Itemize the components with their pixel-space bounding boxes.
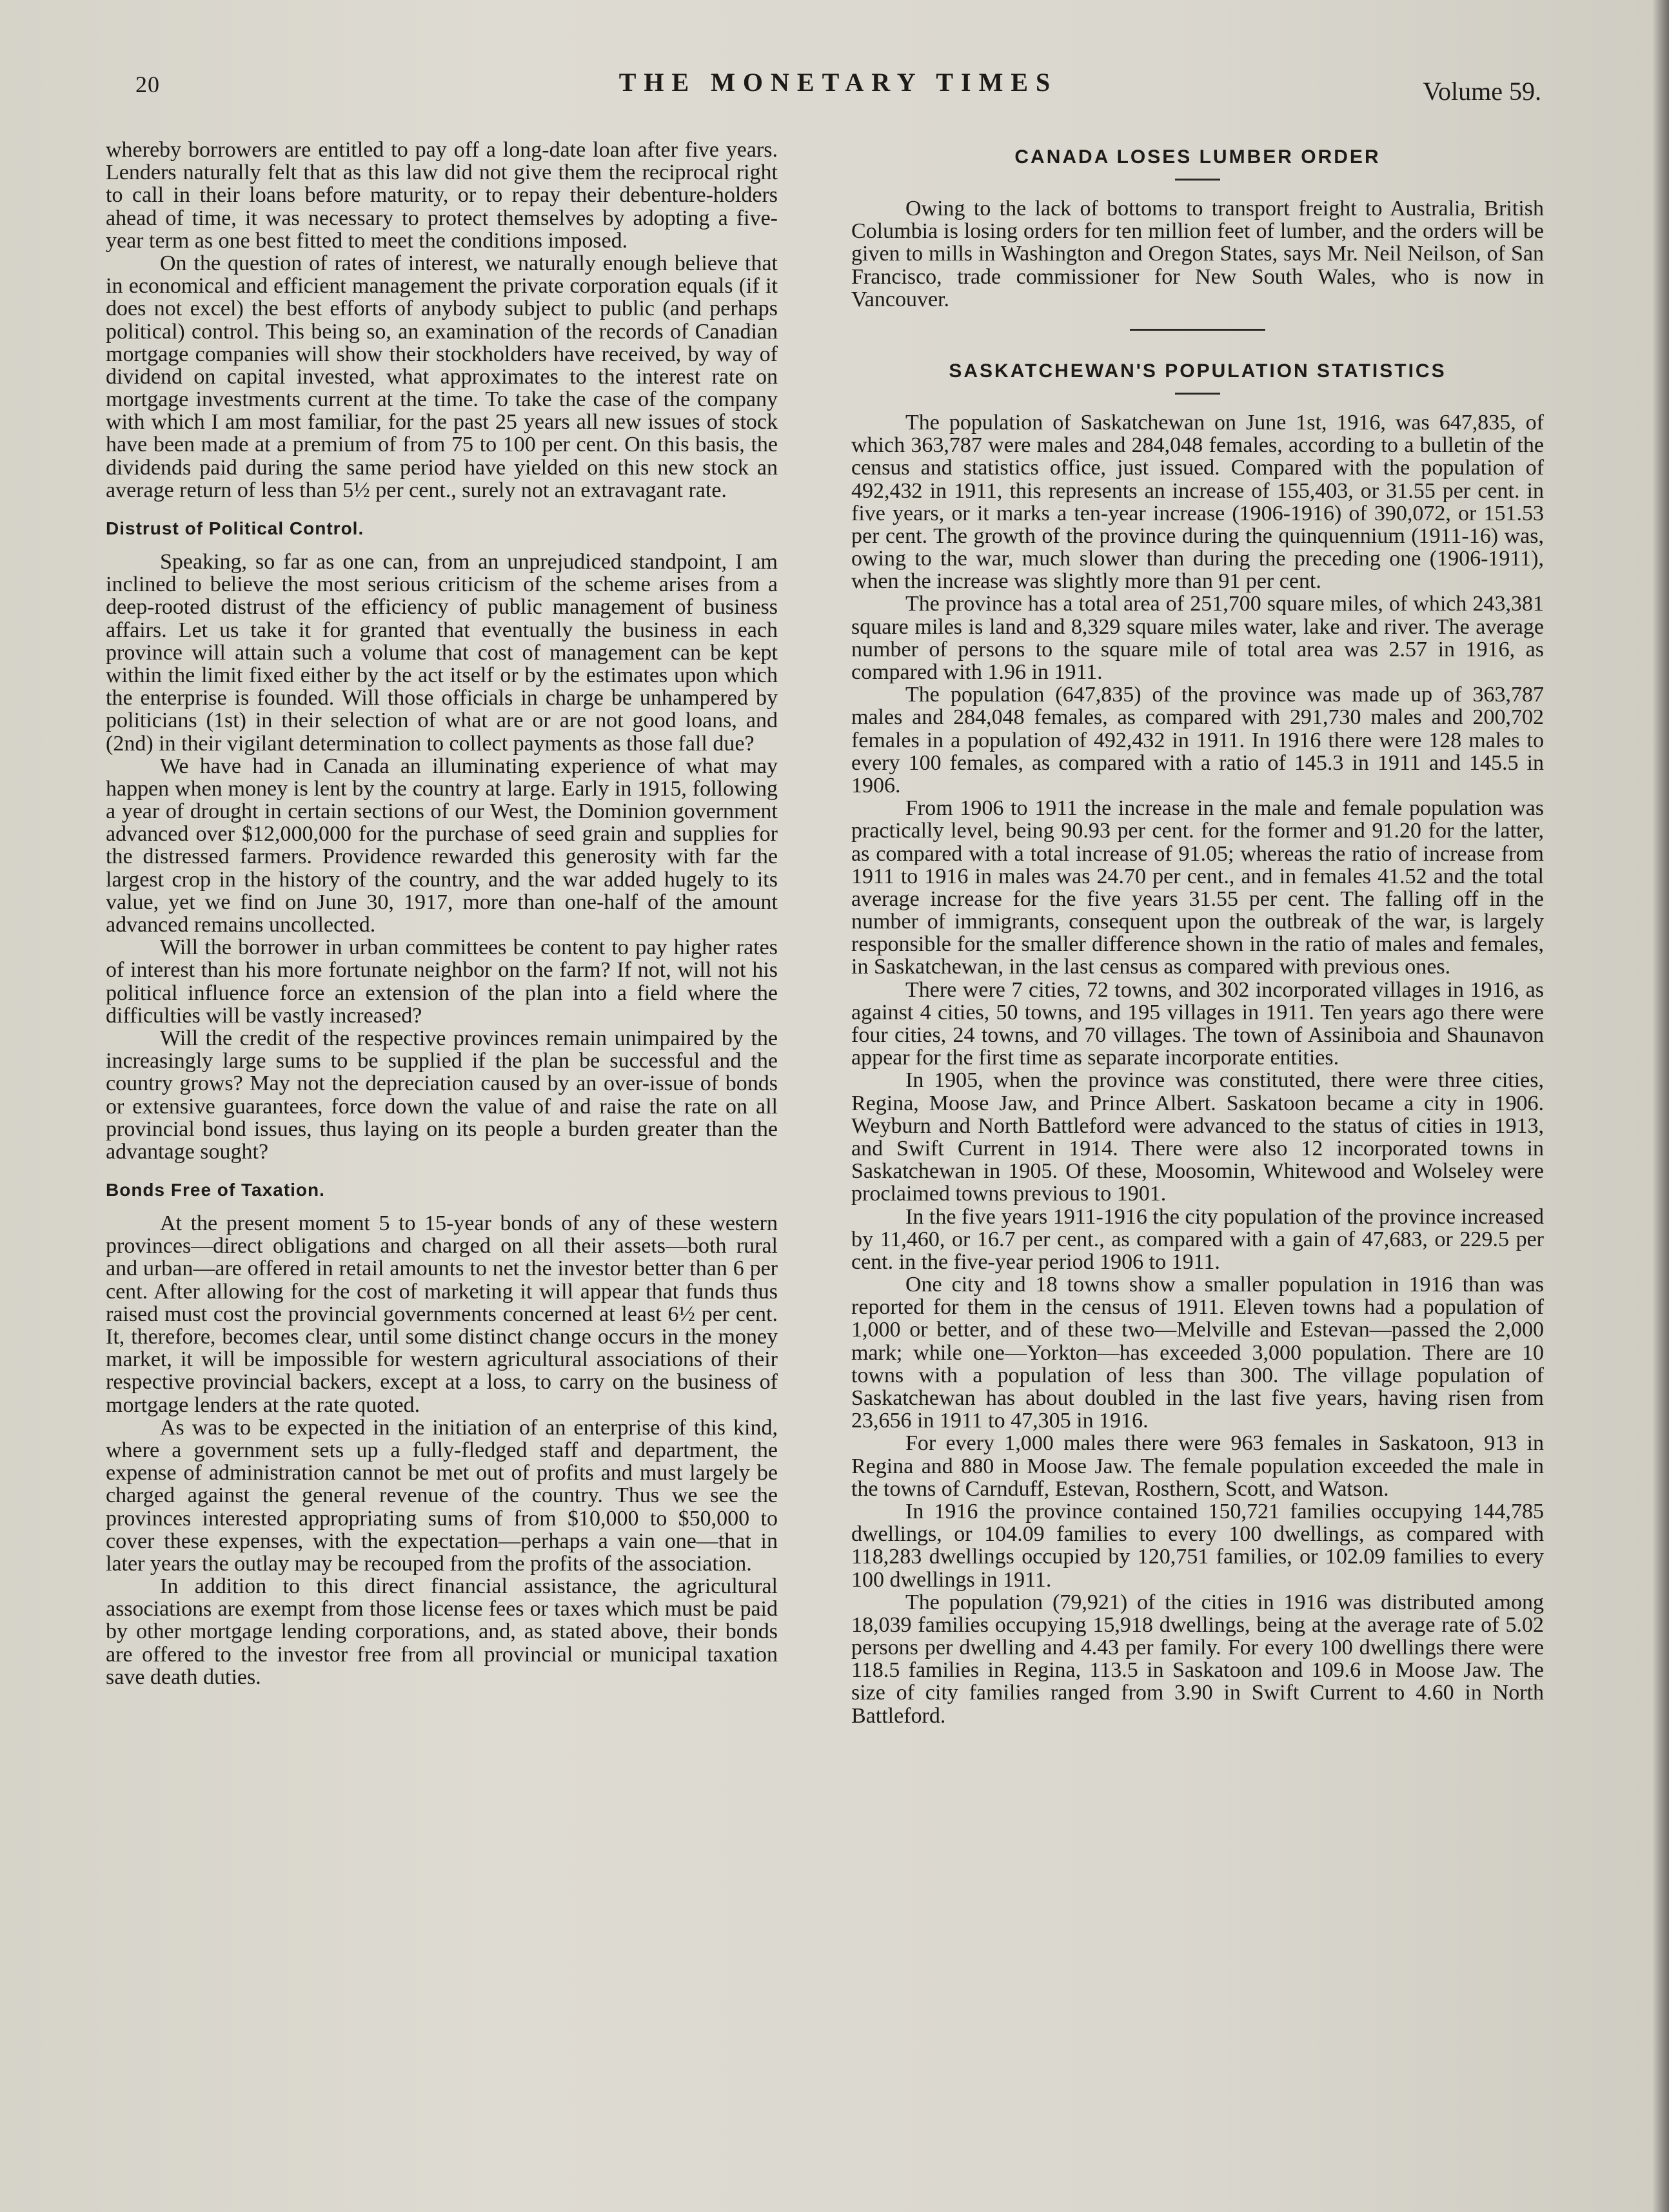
paragraph: Owing to the lack of bottoms to transport freight to Australia, British Columbia is losing orders for ten million feet of lumber, and the orders will be given to mills in Washington and Oregon States, says Mr. Neil Neilson, of San Francisco, trade commissioner for New South Wales, who is now in Vancouver. <box>851 197 1544 311</box>
paragraph: The population (79,921) of the cities in 1916 was distributed among 18,039 families occupying 15,918 dwellings, being at the average rate of 5.02 persons per dwelling and 4.43 per family. For every 100 dwellings there were 118.5 families in Regina, 113.5 in Saskatoon and 109.6 in Moose Jaw. The size of city families ranged from 3.90 in Swift Current to 4.60 in North Battleford. <box>851 1590 1544 1728</box>
paragraph: There were 7 cities, 72 towns, and 302 incorporated villages in 1916, as against 4 cities, 50 towns, and 195 villages in 1911. Ten years ago there were four cities, 24 towns, and 70 villages. The town of Assiniboia and Shaunavon appear for the first time as separate incorporate entities. <box>851 977 1544 1070</box>
article-divider <box>1130 329 1265 331</box>
paragraph: From 1906 to 1911 the increase in the male and female population was practically level, being 90.93 per cent. for the former and 91.20 for the latter, as compared with a total increase of 91.05; whereas the ratio of increase from 1911 to 1916 in males was 24.70 per cent., and in females 41.52 and the total average increase for the five years 31.55 per cent. The falling off in the number of immigrants, consequent upon the outbreak of the war, is largely responsible for the smaller difference shown in the ratio of males and females, in Saskatchewan, in the last census as compared with previous ones. <box>851 796 1544 979</box>
paragraph: One city and 18 towns show a smaller population in 1916 than was reported for them in the census of 1911. Eleven towns had a population of 1,000 or better, and of these two—Melville and Estevan—passed the 2,000 mark; while one—Yorkton—has exceeded 3,000 population. There are 10 towns with a population of less than 300. The village population of Saskatchewan has about doubled in the last five years, having risen from 23,656 in 1911 to 47,305 in 1916. <box>851 1273 1544 1433</box>
paragraph: In 1916 the province contained 150,721 families occupying 144,785 dwellings, or 104.09 families to every 100 dwellings, as compared with 118,283 dwellings occupied by 120,751 families, or 102.09 families to every 100 dwellings in 1911. <box>851 1499 1544 1592</box>
paragraph: On the question of rates of interest, we naturally enough believe that in economical and efficient management the private corporation equals (if it does not excel) the best efforts of anybody subject to public (and perhaps political) control. This being so, an examination of the records of Canadian mortgage companies will show their stockholders have received, by way of dividend on capital invested, what approximates to the interest rate on mortgage investments current at the time. To take the case of the company with which I am most familiar, for the past 25 years all new issues of stock have been made at a premium of from 75 to 100 per cent. On this basis, the dividends paid during the same period have yielded on this new stock an average return of less than 5½ per cent., surely not an extravagant rate. <box>106 251 778 502</box>
paragraph: The population of Saskatchewan on June 1st, 1916, was 647,835, of which 363,787 were males and 284,048 females, according to a bulletin of the census and statistics office, just issued. Compared with the population of 492,432 in 1911, this represents an increase of 155,403, or 31.55 per cent. in five years, or it marks a ten-year increase (1906-1916) of 390,072, or 151.53 per cent. The growth of the province during the quinquennium (1911-16) was, owing to the war, much slower than during the preceding one (1906-1911), when the increase was slightly more than 91 per cent. <box>851 410 1544 594</box>
paragraph: whereby borrowers are entitled to pay off a long-date loan after five years. Lenders naturally felt that as this law did not give them the reciprocal right to call in their loans before maturity, or to repay their debenture-holders ahead of time, it was necessary to protect themselves by adopting a five-year term as one best fitted to meet the conditions imposed. <box>106 138 778 253</box>
paragraph: Will the borrower in urban committees be content to pay higher rates of interest than his more fortunate neighbor on the farm? If not, will not his political influence force an extension of the plan into a field where the difficulties will be vastly increased? <box>106 935 778 1028</box>
article-headline: SASKATCHEWAN'S POPULATION STATISTICS <box>949 360 1447 382</box>
paragraph: Will the credit of the respective provinces remain unimpaired by the increasingly large sums to be supplied if the plan be successful and the country grows? May not the depreciation caused by an over-issue of bonds or extensive guarantees, force down the value of and raise the rate on all provincial bond issues, thus laying on its people a burden greater than the advantage sought? <box>106 1026 778 1164</box>
headline-rule <box>1175 393 1220 395</box>
volume-label: Volume 59. <box>1423 77 1541 106</box>
paragraph: Speaking, so far as one can, from an unprejudiced standpoint, I am inclined to believe the most serious criticism of the scheme arises from a deep-rooted distrust of the efficiency of public management of business affairs. Let us take it for granted that eventually the business in each province will attain such a volume that cost of management can be kept within the limit fixed either by the act itself or by the estimates upon which the enterprise is founded. Will those officials in charge be unhampered by politicians (1st) in their selection of what are or are not good loans, and (2nd) in their vigilant determination to collect payments as those fall due? <box>106 550 778 756</box>
section-subhead: Distrust of Political Control. <box>106 518 364 538</box>
article-headline: CANADA LOSES LUMBER ORDER <box>1014 146 1381 168</box>
paragraph: In the five years 1911-1916 the city population of the province increased by 11,460, or 16.7 per cent., as compared with a gain of 47,683, or 229.5 per cent. in the five-year period 1906 to 1911. <box>851 1204 1544 1274</box>
paragraph: The population (647,835) of the province was made up of 363,787 males and 284,048 females, as compared with 291,730 males and 200,702 females in a population of 492,432 in 1911. In 1916 there were 128 males to every 100 females, as compared with a ratio of 145.3 in 1911 and 145.5 in 1906. <box>851 683 1544 798</box>
paragraph: As was to be expected in the initiation of an enterprise of this kind, where a government sets up a fully-fledged staff and department, the expense of administration cannot be met out of profits and must largely be charged against the general revenue of the country. Thus we see the provinces interested appropriating sums of from $10,000 to $50,000 to cover these expenses, with the expectation—perhaps a vain one—that in later years the outlay may be recouped from the profits of the association. <box>106 1415 778 1576</box>
paragraph: We have had in Canada an illuminating experience of what may happen when money is lent by the country at large. Early in 1915, following a year of drought in certain sections of our West, the Dominion government advanced over $12,000,000 for the purchase of seed grain and supplies for the distressed farmers. Providence rewarded this generosity with far the largest crop in the history of the country, and the war added hugely to its value, yet we find on June 30, 1917, more than one-half of the amount advanced remains uncollected. <box>106 754 778 937</box>
paragraph: In 1905, when the province was constituted, there were three cities, Regina, Moose Jaw, and Prince Albert. Saskatoon became a city in 1906. Weyburn and North Battleford were advanced to the status of cities in 1913, and Swift Current in 1914. There were also 12 incorporated towns in Saskatchewan in 1905. Of these, Moosomin, Whitewood and Wolseley were proclaimed towns previous to 1901. <box>851 1068 1544 1206</box>
right-column <box>851 139 1544 1727</box>
paragraph: For every 1,000 males there were 963 females in Saskatoon, 913 in Regina and 880 in Moose Jaw. The female population exceeded the male in the towns of Carnduff, Estevan, Rosthern, Scott, and Watson. <box>851 1431 1544 1501</box>
page-number: 20 <box>135 72 160 97</box>
section-subhead: Bonds Free of Taxation. <box>106 1180 325 1200</box>
left-column <box>106 139 778 1688</box>
running-head <box>135 67 1541 106</box>
paragraph: In addition to this direct financial assistance, the agricultural associations are exempt from those license fees or taxes which must be paid by other mortgage lending corporations, and, as stated above, their bonds are offered to the investor free from all provincial or municipal taxation save death duties. <box>106 1574 778 1689</box>
page-edge-shadow <box>1652 0 1669 2212</box>
paragraph: At the present moment 5 to 15-year bonds of any of these western provinces—direct obligations and charged on all their assets—both rural and urban—are offered in retail amounts to net the investor better than 6 per cent. After allowing for the cost of marketing it will appear that funds thus raised must cost the provincial governments concerned at least 6½ per cent. It, therefore, becomes clear, until some distinct change occurs in the money market, it will be impossible for western agricultural associations of their respective provincial backers, except at a loss, to carry on the business of mortgage lenders at the rate quoted. <box>106 1211 778 1417</box>
paragraph: The province has a total area of 251,700 square miles, of which 243,381 square miles is land and 8,329 square miles water, lake and river. The average number of persons to the square mile of total area was 2.57 in 1916, as compared with 1.96 in 1911. <box>851 592 1544 684</box>
journal-title: THE MONETARY TIMES <box>618 68 1058 97</box>
headline-rule <box>1175 179 1220 181</box>
